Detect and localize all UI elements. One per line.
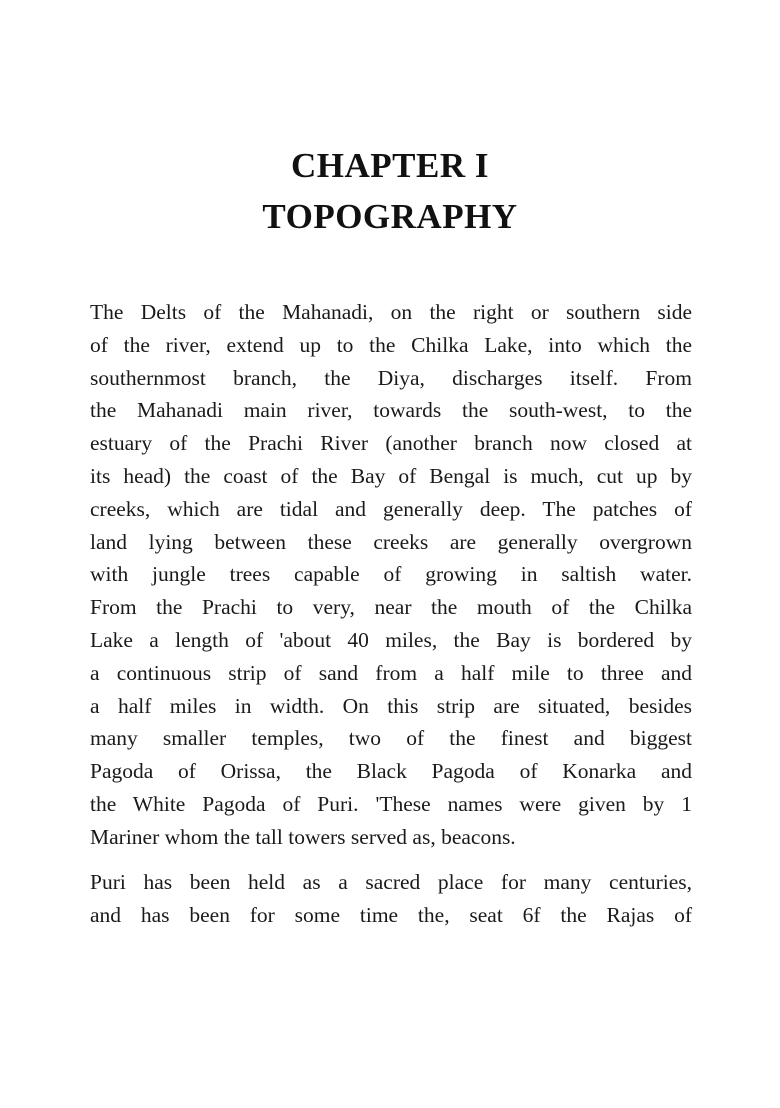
chapter-number: CHAPTER I [291,146,489,185]
text-line: southernmost branch, the Diya, discharges itself. From [90,365,692,390]
text-line: with jungle trees capable of growing in saltish water. [90,562,692,587]
text-line: the Mahanadi main river, towards the south-west, to the [90,398,692,423]
text-line: estuary of the Prachi River (another branch now closed at [90,431,692,456]
text-line: Mariner whom the tall towers served as, beacons. [90,824,516,849]
text-line: the White Pagoda of Puri. 'These names were given by 1 [90,791,692,816]
text-line: and has been for some time the, seat 6f the Rajas of [90,902,692,927]
chapter-title: TOPOGRAPHY [262,197,518,236]
text-line: Pagoda of Orissa, the Black Pagoda of Konarka and [90,759,692,784]
text-line: land lying between these creeks are generally overgrown [90,529,692,554]
text-line: a continuous strip of sand from a half mile to three and [90,660,692,685]
text-line: Lake a length of 'about 40 miles, the Bay is bordered by [90,627,692,652]
text-line: many smaller temples, two of the finest and biggest [90,726,692,751]
paragraph-1 [90,296,692,854]
text-line: Puri has been held as a sacred place for many centuries, [90,870,692,894]
text-line: The Delts of the Mahanadi, on the right or southern side [90,300,692,324]
text-line: creeks, which are tidal and generally deep. The patches of [90,496,692,521]
text-line: of the river, extend up to the Chilka Lake, into which the [90,332,692,357]
paragraph-2 [90,866,692,932]
text-line: a half miles in width. On this strip are situated, besides [90,693,692,718]
text-line: From the Prachi to very, near the mouth of the Chilka [90,595,692,620]
text-line: its head) the coast of the Bay of Bengal is much, cut up by [90,463,692,488]
